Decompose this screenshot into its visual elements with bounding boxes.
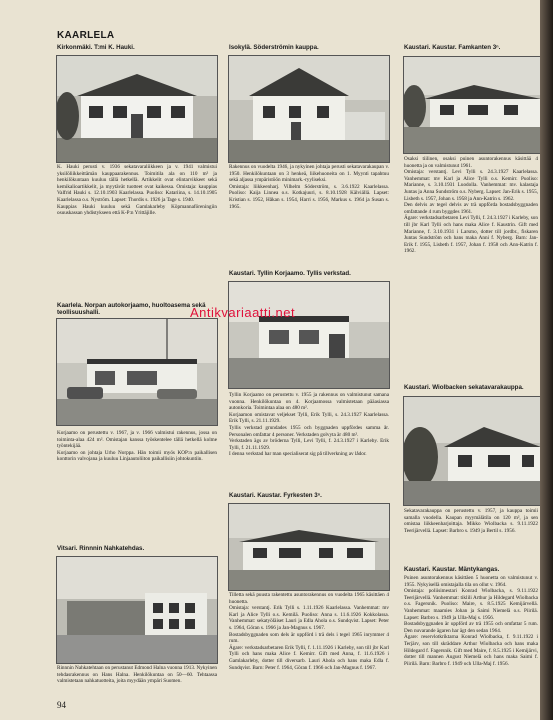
photo-wiolbacken-store (403, 396, 540, 506)
book-edge-shadow (540, 0, 553, 720)
block-text-norppa: Korjaamo on perustettu v. 1967, ja v. 1966 valmistui rakennus, jossa on toiminta-alaa 424 m². Omistajan kanssa työskentelee tällä hetkellä kolme työntekijää. Korjaamo on johtaja Urho Norppa. Hän toimii myös KOP:n paikallisen konttorin valvojana ja kuuluu Linjaautoliiton paikallisiin johtokuntiin. (57, 430, 217, 463)
block-heading-wiolbacken-store: Kaustari. Wiolbacken sekatavarakauppa. (404, 384, 524, 391)
block-heading-famkanten: Kaustari. Kaustar. Famkanten 3ⁿ. (404, 44, 501, 51)
block-heading-norppa: Kaarlela. Norpan autokorjaamo, huoltoasema sekä teollisuushalli. (57, 302, 206, 316)
photo-fyrkesten-house (228, 503, 390, 591)
block-text-soderstrom: Rakennus on vuodelta 1946, ja nykyinen johtaja perusti sekatavarakaupan v. 1950. Henkilökuntaan on 3 henkeä, liikehuoneita on 1. Myynti tapahtuu sekä aljassa ympäristöön minimark.-ryyliseksi. Omistaja: liikkeenharj. Vilhelm Söderström, s. 3.6.1922 Kaarlelassa. Puoliso: Kaija Linnea o.s. Kotkajuuri, s. 8.10.1928 Kälviällä. Lapset: Kristian s. 1952, Håkan s. 1954, Harri s. 1956, Markus s. 1964 ja Susan s. 1965. (229, 164, 389, 210)
block-heading-tylli-garage: Kaustari. Tyllin Korjaamo. Tyllis verkstad. (229, 270, 351, 277)
block-text-rinnin: Rinnnin Nahkatehtaan on perustanut Edmond Halna vuonna 1913. Nykyinen tehdasrakennus on Hans Halna. Henkilökuntaa on 50—60. Tehtaassa valmistetaan nahkatuotteita, joita myydään ympäri Suomen. (57, 665, 217, 685)
page-header: KAARLELA (57, 30, 115, 41)
photo-hauki-store (56, 55, 218, 163)
block-text-famkanten: Osaksi tiilinen, osaksi puinen asuntorakennus käsittää 4 huonetta ja on valmistunut 1961. Omistaja: verstantj. Levi Tylli s. 24.3.1927 Kaarlelassa. Vanhemmat: mv Karl ja Alice Tylli o.s. Kemirr. Puoliso: Marianne, s. 3.10.1931 Luodolla. Vanhemmat: mv. kalastaja Juntas ja Anna Sundström o.s. Nyberg. Lapset: Jan-Erik s. 1955, Lisbeth s. 1957, Johan s. 1958 ja Ann-Katrin s. 1962. Den delvis av tegel delvis av trä uppförda bostadsbyggnaden omfattande 4 rum byggdes 1961. Ägare: verkstadsarbetaren Levi Tylli, f. 24.3.1927 i Karleby, son till jbr Karl Tylli och hans maka Alice f. Kaustrin. Gift med Marianne, f. 3.10.1931 i Larsmo, dotter till jordbr., fiskaren Juntas Sundström och hans maka Anni f. Nyberg. Barn: Jan-Erik f. 1955, Lisbeth f. 1957, Johan f. 1958 och Ann-Katrin f. 1962. (404, 156, 538, 255)
block-text-fyrkesten: Tilletta sekä puusta rakentettu asuntorakennus on vuodelta 1965 käsittäen 4 huonetta. Omistaja: verstantj. Erik Tylli s. 1.11.1926 Kaarlelassa. Vanhemmat: mv Karl ja Alice Tylli o.s. Kemilä. Puoliso: Anna s. 11.6.1926 Kokkolassa. Vanhemmat: sekatyöläiset Lauri ja Edla Ahola o.s. Sundqvist. Lapset: Peter s. 1964, Göran s. 1966 ja Jan-Magnus s. 1967. Bostadsbyggnaden som dels är uppförd i trä dels i tegel 1965 inrymmer 4 rum. Ägare: verkstadsarbetaren Erik Tylli, f. 1.11.1926 i Karleby, son till jbr Karl Tylli och hans maka Alice f. Kemirr. Gift med Anna, f. 11.6.1926 i Gamlakarleby, dotter till diversarb. Lauri Ahola och hans maka Edla f. Sundqvist. Barn: Peter f. 1964, Göran f. 1966 och Jan-Magnus f. 1967. (229, 592, 389, 671)
block-text-wiolbacken-store: Sekatavarakauppa on perustettu v. 1957, ja kauppa toimii samalla vuodella. Kaupan myymälätila on 120 m², ja sen omistaa liikkeenharjoittaja. Mikko Wiolbacka s. 9.11.1922 Teerijärvellä. Lapset: Barbro s. 1949 ja Bertil s. 1956. (404, 508, 538, 534)
photo-norppa-garage (56, 318, 218, 426)
block-heading-fyrkesten: Kaustari. Kaustar. Fyrkesten 3ⁿ. (229, 492, 322, 499)
block-text-tylli-garage: Tyllin Korjaamo on perustettu v. 1955 ja rakennus on valmistunut samana vuonna. Henkilökuntaa on 4. Korjaamossa valmistetaan pääasiassa autonkoria. Toimintaa alaa on 480 m². Korjaamon omistavat veljekset Tylli, Erik Tylli, s. 24.3.1927 Kaarlelassa. Erik Tylli, s. 21.11.1929. Tyllis verkstad grundades 1955 och byggnaden uppfördes samma år. Personalen omfattar 4 personer. Verkstaden golvyta är 480 m². Verkstaden ägs av bröderna Tylli, Levi Tylli, f. 24.3.1927 i Karleby. Erik Tylli, f. 21.11.1929. I denna verkstad har man specialiserat sig på tillverkning av lådor. (229, 392, 389, 458)
block-heading-hauki: Kirkonmäki. T:mi K. Hauki. (57, 44, 135, 51)
photo-famkanten-house (403, 56, 540, 154)
block-heading-rinnin: Vitsari. Rinnnin Nahkatehdas. (57, 545, 145, 552)
page-number: 94 (57, 700, 66, 710)
photo-rinnin-tannery (56, 556, 218, 664)
block-text-mantykangas: Puinen asuntorakennus käsittäen 5 huonetta on valmistunut v. 1955. Nykyisellä omistajalla tila on ollut v. 1964. Omistaja: poliisimestari Konrad Wiolbacka, s. 9.11.1922 Teerijärvellä. Vanhemmat: tiklili Arthur ja Hildegard Wiolbacka o.s. Fagersnik. Puoliso: Maire, s. 8.5.1925 Kemijärvellä. Vanhemmat: maamies Johan ja Saimi Niemelä o.s. Piirilä. Lapset: Barbro s. 1949 ja Ulla-Maj s. 1956. Bostadsbyggnaden är uppförd av trä 1955 och omfattar 5 rum. Den nuvarande ägaren har ägt den sedan 1964. Ägare: reservlotkriktarna Konrad Wiolbacka, f. 9.11.1922 i Terjärv, son till skräddare Arthur Wiolbacka och hans maka Hildegard f. Fagersnik. Gift med Maire, f. 8.5.1925 i Kemijärvi, dotter till mannen August Niemelä och hans maka Saimi f. Piirilä. Barn: Barbro f. 1949 och Ulla-Maj f. 1956. (404, 575, 538, 667)
photo-soderstrom-shop (228, 55, 390, 163)
block-heading-soderstrom: Isokylä. Söderströmin kauppa. (229, 44, 319, 51)
photo-tylli-garage (228, 281, 390, 389)
watermark: Antikvariaatti.net (190, 305, 296, 320)
block-heading-mantykangas: Kaustari. Kaustar. Mäntykangas. (404, 566, 500, 573)
block-text-hauki: K. Hauki perusti v. 1936 sekatavaraliikkeen ja v. 1941 valmistui yksilöliikkeittämän kauppaarakennus. Toimitila ala on 110 m² ja henkilökuntaan kuuluu tällä hetkellä. Artikkelit ovat elintarvikkeet sekä kemikalioartikkelit, ja myytävät tuotteet ovat kaikessa. Omistaja: kauppias Valfrid Hauki s. 12.10.1903 Kaarlelassa. Puoliso: Katariina, s. 14.10.1905 Kaarlelassa o.s. Nyström. Lapset: Thordis s. 1926 ja Tage s. 1940. Kauppias Hauki kuuluu sekä Gamlakarleby Köpmannaföreningiin osuuskassan yhdistykseen että K-P:n Yrittäjille. (57, 164, 217, 217)
